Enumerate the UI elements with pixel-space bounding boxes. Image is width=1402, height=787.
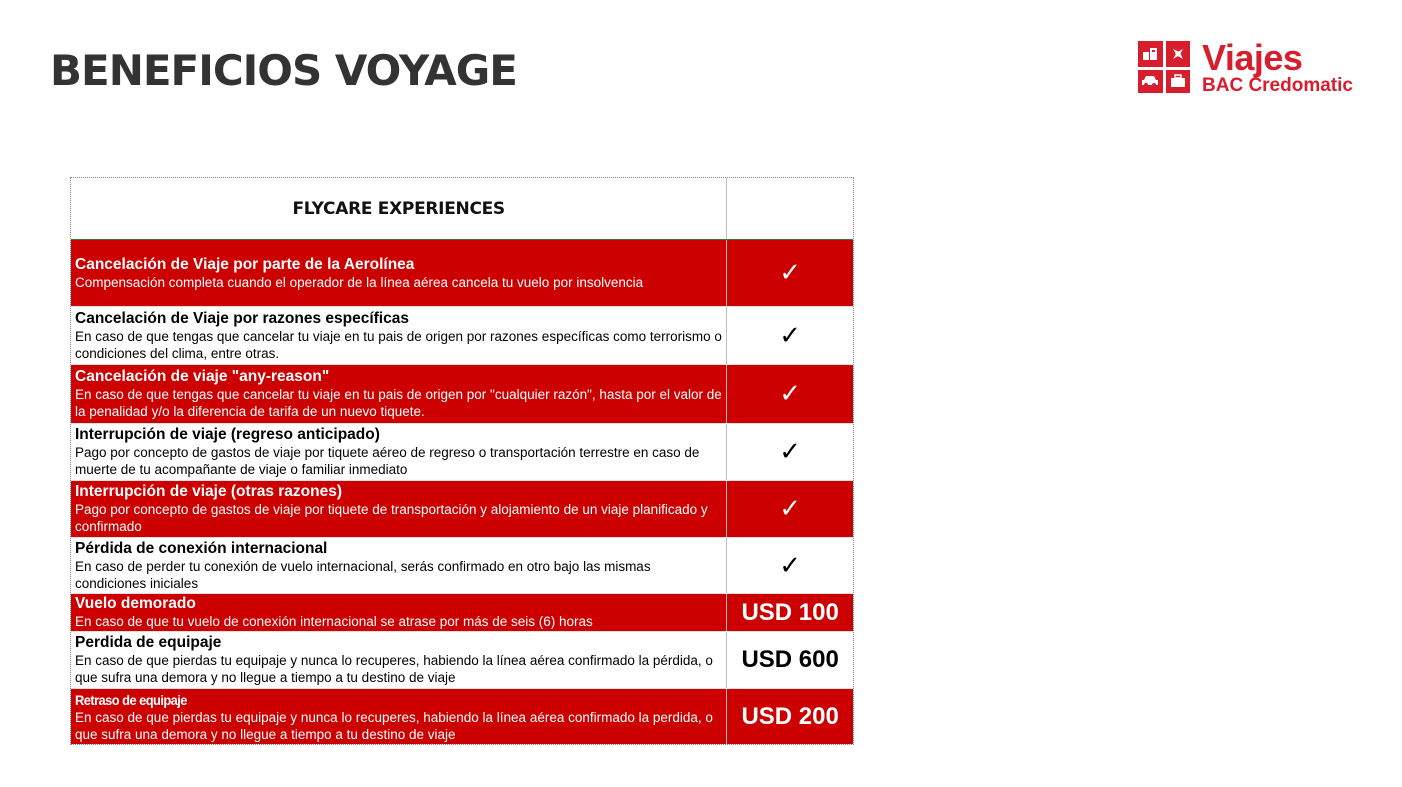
benefit-description-cell xyxy=(71,307,726,364)
benefit-value-cell xyxy=(726,424,853,480)
benefit-description: En caso de que tengas que cancelar tu viaje en tu pais de origen por "cualquier razón", hasta por el valor de la penalidad y/o la diferencia de tarifa de un nuevo tiquete. xyxy=(75,387,722,419)
benefit-value-cell xyxy=(726,594,853,631)
table-row xyxy=(71,537,853,593)
benefit-description-cell xyxy=(71,594,726,631)
page-title: BENEFICIOS VOYAGE xyxy=(50,46,517,95)
benefit-title: Pérdida de conexión internacional xyxy=(75,539,328,557)
table-row xyxy=(71,364,853,423)
benefit-description-cell xyxy=(71,538,726,593)
table-row xyxy=(71,306,853,364)
table-row xyxy=(71,480,853,537)
benefit-description-cell xyxy=(71,365,726,423)
benefit-value-cell xyxy=(726,240,853,306)
benefit-description: En caso de que tengas que cancelar tu viaje en tu pais de origen por razones específicas como terrorismo o condiciones del clima, entre otras. xyxy=(75,328,722,361)
benefit-description-cell xyxy=(71,689,726,744)
benefit-title: Cancelación de Viaje por parte de la Aerolínea xyxy=(75,255,415,273)
benefit-title: Perdida de equipaje xyxy=(75,634,222,651)
benefit-description: Pago por concepto de gastos de viaje por tiquete aéreo de regreso o transportación terrestre en caso de muerte de tu acompañante de viaje o familiar inmediato xyxy=(75,445,700,477)
benefit-value-cell xyxy=(726,481,853,537)
table-row xyxy=(71,631,853,688)
table-row xyxy=(71,593,853,631)
benefit-description-cell xyxy=(71,424,726,480)
logo-icon-grid xyxy=(1138,41,1190,93)
benefit-description: En caso de que tu vuelo de conexión internacional se atrase por más de seis (6) horas xyxy=(75,614,593,629)
benefit-title: Vuelo demorado xyxy=(75,595,196,612)
benefit-value-cell xyxy=(726,307,853,364)
benefit-amount: USD 200 xyxy=(741,702,839,730)
table-row xyxy=(71,240,853,306)
table-row xyxy=(71,423,853,480)
benefit-description: Compensación completa cuando el operador de la línea aérea cancela tu vuelo por insolvencia xyxy=(75,274,644,290)
benefit-amount: USD 600 xyxy=(741,646,839,673)
benefit-value-cell xyxy=(726,689,853,744)
benefit-amount: USD 100 xyxy=(741,598,839,626)
benefit-value-cell xyxy=(726,538,853,593)
checkmark-icon: ✓ xyxy=(779,437,802,467)
checkmark-icon: ✓ xyxy=(779,379,802,409)
checkmark-icon: ✓ xyxy=(779,320,802,351)
benefit-title: Retraso de equipaje xyxy=(75,691,187,708)
table-header-label: FLYCARE EXPERIENCES xyxy=(292,198,505,219)
logo-subtitle: BAC Credomatic xyxy=(1202,75,1353,96)
benefit-description-cell xyxy=(71,632,726,688)
suitcase-icon xyxy=(1166,70,1191,94)
airplane-icon xyxy=(1166,41,1191,67)
checkmark-icon: ✓ xyxy=(779,258,802,288)
car-icon xyxy=(1138,70,1163,94)
checkmark-icon: ✓ xyxy=(779,550,802,581)
viajes-logo xyxy=(1138,37,1353,97)
benefit-title: Interrupción de viaje (regreso anticipado) xyxy=(75,426,380,443)
benefit-description: En caso de que pierdas tu equipaje y nunca lo recuperes, habiendo la línea aérea confirmado la pérdida, o que sufra una demora y no llegue a tiempo a tu destino de viaje xyxy=(75,653,713,685)
benefits-table xyxy=(70,177,854,745)
benefit-description: Pago por concepto de gastos de viaje por tiquete de transportación y alojamiento de un viaje planificado y confirmado xyxy=(75,502,708,534)
table-row xyxy=(71,688,853,744)
table-header-value-cell xyxy=(726,178,853,239)
benefit-title: Cancelación de Viaje por razones específicas xyxy=(75,309,409,327)
benefit-description-cell xyxy=(71,240,726,306)
benefit-description: En caso de perder tu conexión de vuelo internacional, serás confirmado en otro bajo las mismas condiciones iniciales xyxy=(75,558,651,591)
benefit-description-cell xyxy=(71,481,726,537)
table-header-row xyxy=(71,178,853,240)
benefit-title: Cancelación de viaje "any-reason" xyxy=(75,368,330,385)
benefit-description: En caso de que pierdas tu equipaje y nunca lo recuperes, habiendo la línea aérea confirmado la perdida, o que sufra una demora y no llegue a tiempo a tu destino de viaje xyxy=(75,709,713,742)
checkmark-icon: ✓ xyxy=(779,494,802,524)
building-icon xyxy=(1138,41,1163,67)
logo-name: Viajes xyxy=(1202,37,1303,78)
benefit-value-cell xyxy=(726,365,853,423)
benefit-title: Interrupción de viaje (otras razones) xyxy=(75,483,343,500)
benefit-value-cell xyxy=(726,632,853,688)
